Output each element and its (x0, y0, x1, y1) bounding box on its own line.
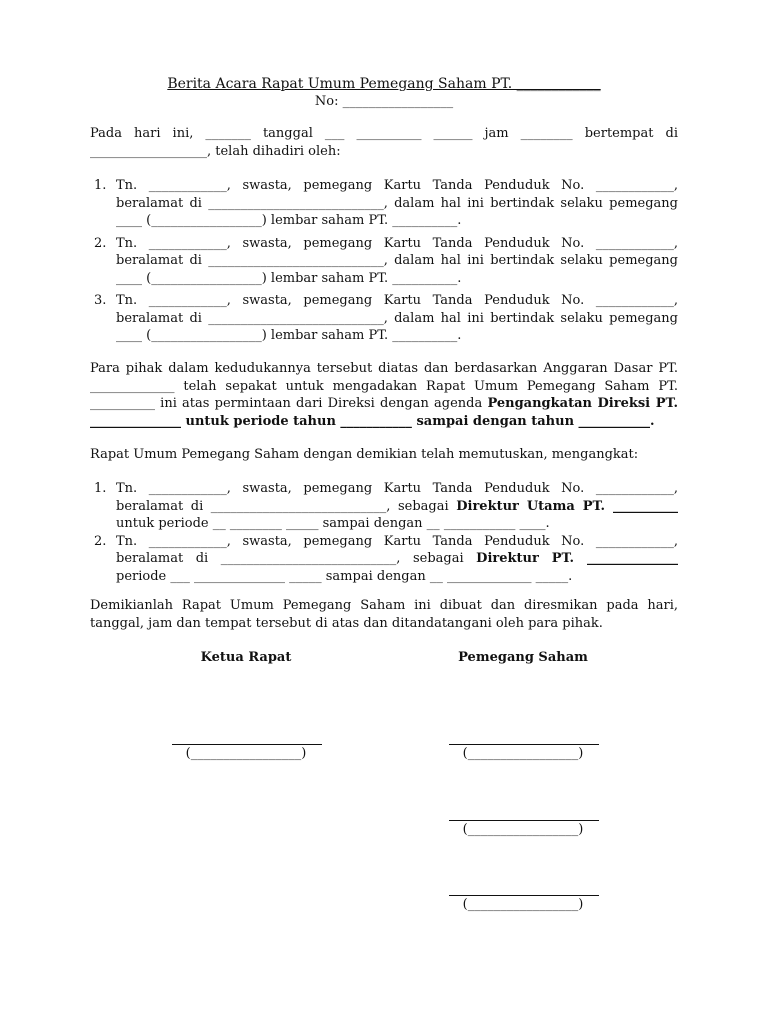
attendee-item: 2. Tn. ____________, swasta, pemegang Kartu Tanda Penduduk No. ____________, beralamat di ___________________________, dalam hal ini bertindak selaku pemegang ____ (_________________) lembar saham PT. __________. (94, 235, 678, 286)
closing-paragraph: Demikianlah Rapat Umum Pemegang Saham ini dibuat dan diresmikan pada hari, tanggal, jam dan tempat tersebut di atas dan ditandatangani oleh para pihak. (90, 598, 678, 631)
shareholder-name-placeholder: (_________________) (462, 897, 584, 912)
document-number: No: _________________ (314, 94, 454, 109)
chairman-signature-line (172, 744, 322, 745)
shareholder-name-placeholder: (_________________) (462, 746, 584, 761)
attendee-item: 1. Tn. ____________, swasta, pemegang Kartu Tanda Penduduk No. ____________, beralamat di ___________________________, dalam hal ini bertindak selaku pemegang ____ (_________________) lembar saham PT. __________. (94, 178, 678, 228)
document-title: Berita Acara Rapat Umum Pemegang Saham PT. ____________ (167, 76, 601, 92)
agreement-paragraph: Para pihak dalam kedudukannya tersebut diatas dan berdasarkan Anggaran Dasar PT. _____________ telah sepakat untuk mengadakan Rapat Umum Pemegang Saham PT. __________ ini atas permintaan dari Direksi dengan agenda Pengangkatan Direksi PT. ______________ untuk periode tahun ___________ sampai dengan tahun ___________. (90, 361, 679, 429)
shareholder-signature-line (449, 895, 599, 896)
attendee-item: 3. Tn. ____________, swasta, pemegang Kartu Tanda Penduduk No. ____________, beralamat di ___________________________, dalam hal ini bertindak selaku pemegang ____ (_________________) lembar saham PT. __________. (94, 293, 678, 343)
appointment-item: 1. Tn. ____________, swasta, pemegang Kartu Tanda Penduduk No. ____________, beralamat di ___________________________, sebagai Direktur Utama PT. __________ untuk periode __ ________ _____ sampai dengan __ ___________ ____. (94, 481, 678, 531)
shareholder-signature-line (449, 820, 599, 821)
appointment-list (90, 480, 678, 585)
shareholder-name-placeholder: (_________________) (462, 822, 584, 837)
shareholder-title: Pemegang Saham (458, 650, 588, 665)
chairman-title: Ketua Rapat (200, 650, 292, 665)
appointment-item: 2. Tn. ____________, swasta, pemegang Kartu Tanda Penduduk No. ____________, beralamat di ___________________________, sebagai Direktur PT. ______________ periode ___ ______________ _____ sampai dengan __ _____________ _____. (94, 533, 679, 584)
chairman-name-placeholder: (_________________) (185, 746, 307, 761)
intro-paragraph: Pada hari ini, _______ tanggal ___ __________ ______ jam ________ bertempat di __________________, telah dihadiri oleh: (90, 126, 678, 159)
attendee-list (90, 177, 678, 345)
shareholder-signature-line (449, 744, 599, 745)
decision-intro: Rapat Umum Pemegang Saham dengan demikian telah memutuskan, mengangkat: (90, 447, 639, 462)
